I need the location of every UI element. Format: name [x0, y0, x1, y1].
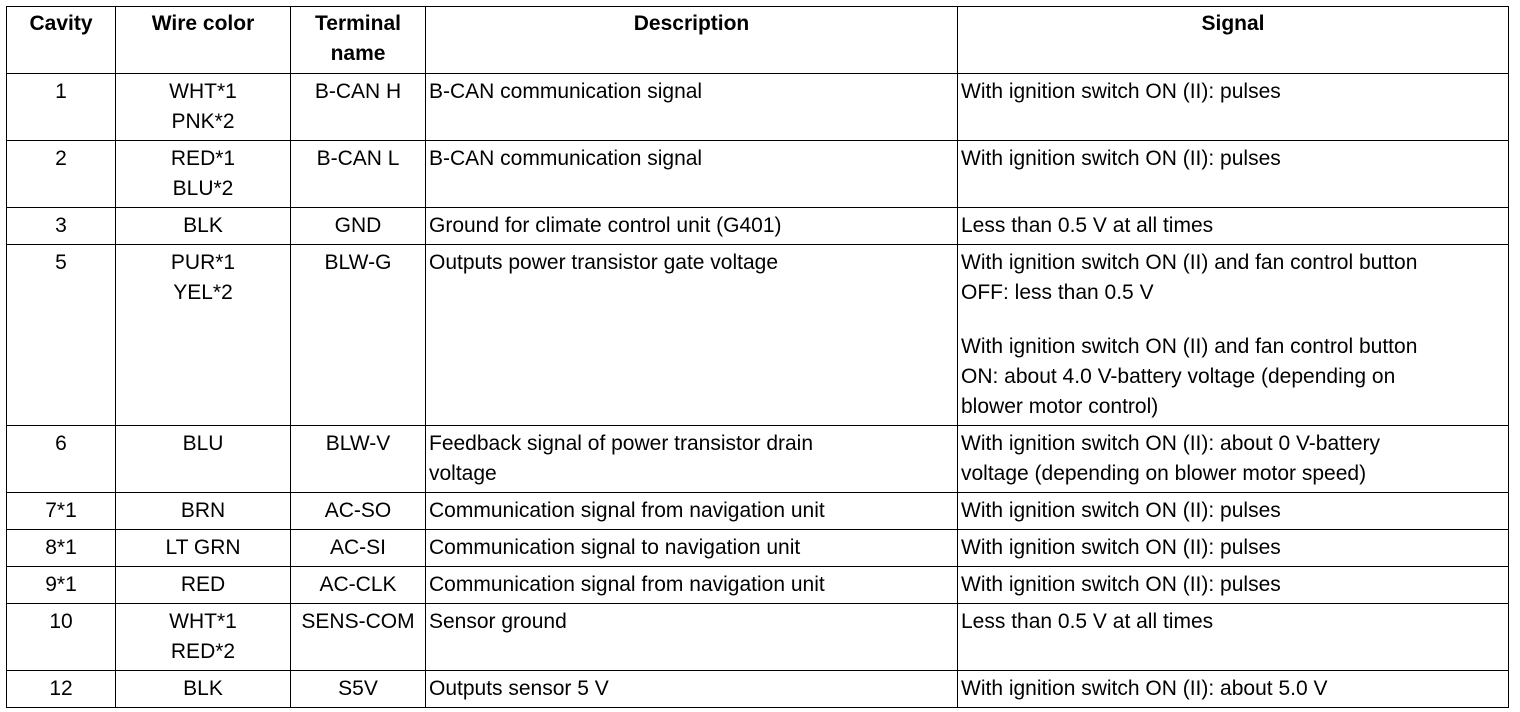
description-cell: [426, 245, 958, 426]
terminal-name-cell: BLW-V: [291, 426, 426, 493]
table-row: [7, 426, 1509, 493]
signal-cell: [958, 245, 1509, 426]
terminal-name-cell: SENS-COM: [291, 604, 426, 671]
signal-line: ON: about 4.0 V-battery voltage (depending on: [961, 365, 1396, 388]
terminal-name-cell: B-CAN L: [291, 141, 426, 208]
wire-color-cell: [116, 567, 291, 604]
header-description: Description: [426, 7, 958, 74]
table-body: [7, 74, 1509, 708]
cavity-cell: 12: [7, 671, 116, 708]
wire-color-value: WHT*1: [169, 610, 237, 633]
description-line: Feedback signal of power transistor drain: [429, 432, 814, 455]
signal-cell: [958, 671, 1509, 708]
cavity-cell: 1: [7, 74, 116, 141]
cavity-cell: 10: [7, 604, 116, 671]
wire-color-value: LT GRN: [165, 536, 241, 559]
description-line: Ground for climate control unit (G401): [429, 214, 782, 237]
signal-line: With ignition switch ON (II): pulses: [961, 536, 1281, 559]
signal-line: With ignition switch ON (II): about 5.0 V: [961, 677, 1328, 700]
header-cavity: Cavity: [7, 7, 116, 74]
wire-color-cell: [116, 604, 291, 671]
wire-color-value: YEL*2: [173, 281, 233, 304]
description-cell: [426, 671, 958, 708]
description-line: voltage: [429, 462, 497, 485]
description-line: B-CAN communication signal: [429, 147, 703, 170]
wire-color-value: BRN: [180, 499, 226, 522]
signal-line: With ignition switch ON (II): pulses: [961, 499, 1281, 522]
signal-cell: [958, 426, 1509, 493]
description-line: Communication signal to navigation unit: [429, 536, 801, 559]
description-line: Sensor ground: [429, 610, 567, 633]
wire-color-value: RED*1: [170, 147, 236, 170]
description-cell: [426, 426, 958, 493]
wire-color-value: RED: [180, 573, 226, 596]
signal-line: With ignition switch ON (II): pulses: [961, 147, 1281, 170]
cavity-cell: 7*1: [7, 493, 116, 530]
table-row: [7, 671, 1509, 708]
terminal-name-cell: AC-SI: [291, 530, 426, 567]
cavity-cell: 3: [7, 208, 116, 245]
wire-color-cell: [116, 530, 291, 567]
cavity-cell: 2: [7, 141, 116, 208]
description-cell: [426, 141, 958, 208]
wire-color-value: PUR*1: [170, 251, 236, 274]
description-line: Communication signal from navigation unit: [429, 573, 825, 596]
table-header: [7, 7, 1509, 74]
signal-line: With ignition switch ON (II): about 0 V-battery: [961, 432, 1380, 455]
signal-line: Less than 0.5 V at all times: [961, 214, 1214, 237]
wire-color-cell: [116, 493, 291, 530]
signal-line: With ignition switch ON (II) and fan control button: [961, 335, 1418, 358]
wire-color-value: PNK*2: [171, 110, 235, 133]
terminal-name-cell: S5V: [291, 671, 426, 708]
table-row: [7, 208, 1509, 245]
wire-color-value: RED*2: [170, 640, 236, 663]
signal-cell: [958, 567, 1509, 604]
signal-paragraph-gap: [961, 308, 1505, 332]
table-row: [7, 74, 1509, 141]
terminal-name-cell: AC-CLK: [291, 567, 426, 604]
signal-line: Less than 0.5 V at all times: [961, 610, 1214, 633]
header-terminal-name-line-1: Terminal: [315, 12, 401, 35]
header-row: [7, 7, 1509, 74]
cavity-cell: 9*1: [7, 567, 116, 604]
description-line: B-CAN communication signal: [429, 80, 703, 103]
description-cell: [426, 74, 958, 141]
signal-cell: [958, 493, 1509, 530]
signal-cell: [958, 141, 1509, 208]
signal-line: OFF: less than 0.5 V: [961, 281, 1154, 304]
signal-line: blower motor control): [961, 395, 1159, 418]
wire-color-value: BLU: [182, 432, 224, 455]
description-line: Communication signal from navigation unit: [429, 499, 825, 522]
wire-color-value: WHT*1: [169, 80, 237, 103]
table-row: [7, 530, 1509, 567]
wire-color-cell: [116, 245, 291, 426]
table-row: [7, 141, 1509, 208]
wire-color-cell: [116, 74, 291, 141]
description-cell: [426, 208, 958, 245]
signal-line: With ignition switch ON (II): pulses: [961, 80, 1281, 103]
terminal-name-cell: B-CAN H: [291, 74, 426, 141]
signal-line: voltage (depending on blower motor speed): [961, 462, 1367, 485]
connector-pinout-table: [6, 6, 1509, 708]
table-row: [7, 245, 1509, 426]
table-row: [7, 604, 1509, 671]
terminal-name-cell: GND: [291, 208, 426, 245]
description-cell: [426, 604, 958, 671]
signal-line: With ignition switch ON (II) and fan control button: [961, 251, 1418, 274]
header-wire-color: Wire color: [116, 7, 291, 74]
cavity-cell: 6: [7, 426, 116, 493]
description-cell: [426, 530, 958, 567]
header-terminal-name-line-2: name: [330, 42, 386, 65]
description-line: Outputs power transistor gate voltage: [429, 251, 779, 274]
signal-cell: [958, 604, 1509, 671]
wire-color-cell: [116, 208, 291, 245]
terminal-name-cell: BLW-G: [291, 245, 426, 426]
wire-color-cell: [116, 141, 291, 208]
terminal-name-cell: AC-SO: [291, 493, 426, 530]
header-signal: Signal: [958, 7, 1509, 74]
description-cell: [426, 567, 958, 604]
signal-cell: [958, 530, 1509, 567]
wire-color-value: BLK: [183, 677, 223, 700]
cavity-cell: 8*1: [7, 530, 116, 567]
wire-color-value: BLK: [183, 214, 223, 237]
table-row: [7, 567, 1509, 604]
description-cell: [426, 493, 958, 530]
wire-color-value: BLU*2: [172, 177, 234, 200]
header-terminal-name: [291, 7, 426, 74]
wire-color-cell: [116, 671, 291, 708]
signal-cell: [958, 208, 1509, 245]
table-row: [7, 493, 1509, 530]
description-line: Outputs sensor 5 V: [429, 677, 609, 700]
cavity-cell: 5: [7, 245, 116, 426]
wire-color-cell: [116, 426, 291, 493]
signal-cell: [958, 74, 1509, 141]
signal-line: With ignition switch ON (II): pulses: [961, 573, 1281, 596]
